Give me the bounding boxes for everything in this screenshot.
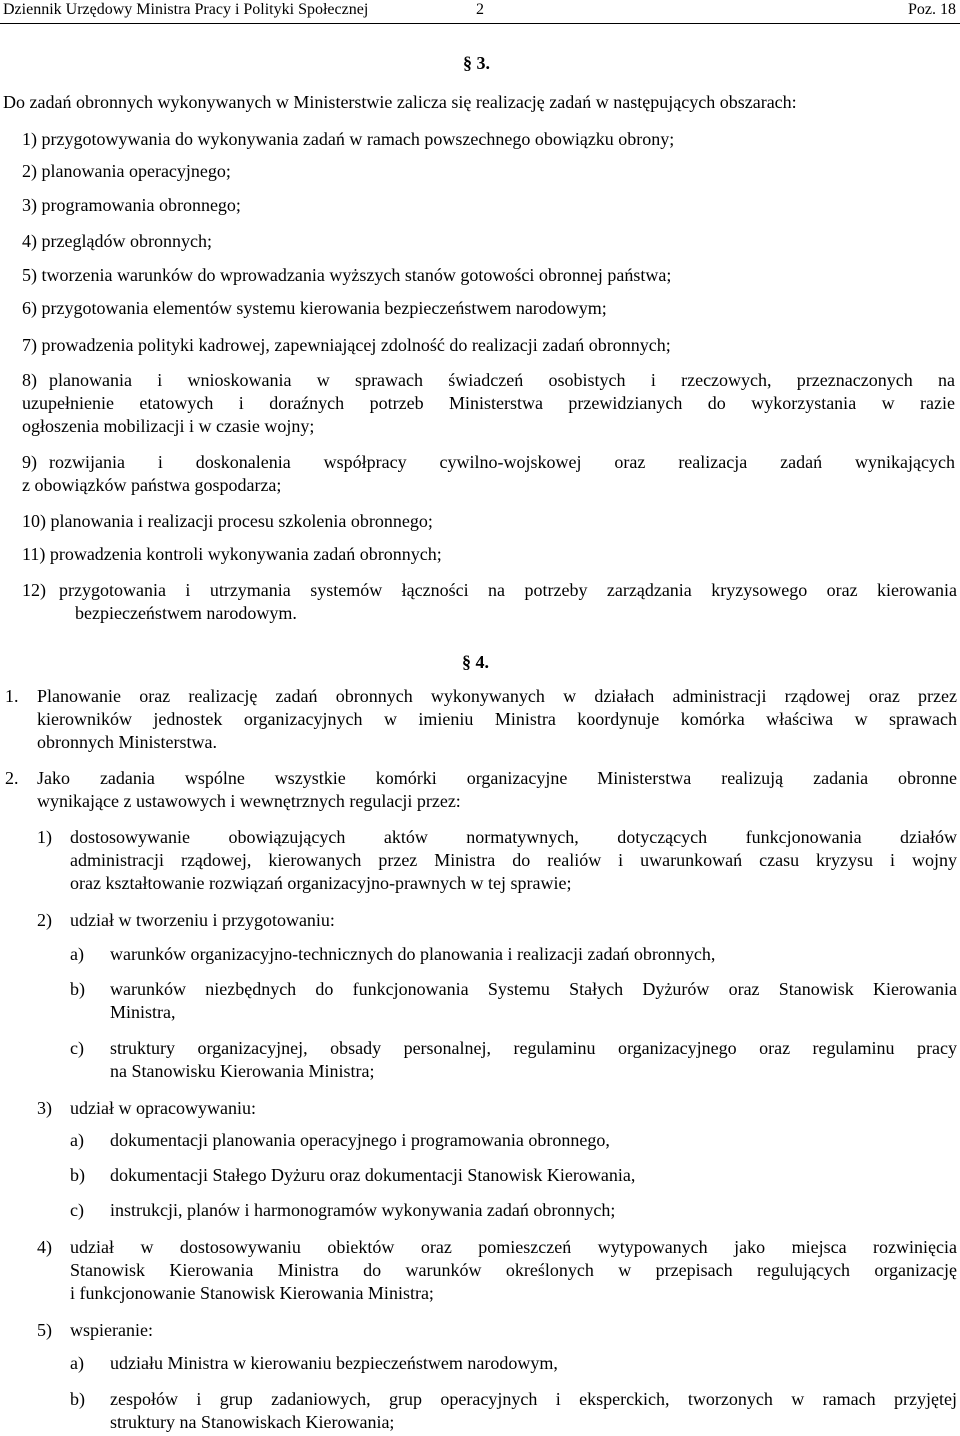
s3-item-12-number: 12) [22,580,46,600]
s4-item-1-line3: oraz kształtowanie rozwiązań organizacyjno-prawnych w tej sprawie; [70,873,572,893]
s4-item-1-line1: dostosowywanie obowiązujących aktów normatywnych, dotyczących funkcjonowania działów [70,827,957,847]
s4-item-4-line2: Stanowisk Kierowania Ministra do warunków określonych w przepisach regulujących organizację [70,1260,957,1280]
s4-item-2b-line2: Ministra, [110,1002,176,1022]
s4-item-3b-text: dokumentacji Stałego Dyżuru oraz dokumentacji Stanowisk Kierowania, [110,1165,636,1185]
s3-item-7: 7) prowadzenia polityki kadrowej, zapewniającej zdolność do realizacji zadań obronnych; [22,335,671,355]
s4-item-3b-number: b) [70,1165,85,1185]
s4-item-3c-number: c) [70,1200,84,1220]
page-header [0,0,960,24]
journal-title: Dziennik Urzędowy Ministra Pracy i Polityki Społecznej [3,1,369,18]
s4-item-3a-number: a) [70,1130,84,1150]
s4-item-2c-line2: na Stanowisku Kierowania Ministra; [110,1061,375,1081]
s4-item-4-line3: i funkcjonowanie Stanowisk Kierowania Ministra; [70,1283,434,1303]
s3-item-1: 1) przygotowywania do wykonywania zadań w ramach powszechnego obowiązku obrony; [22,129,675,149]
s3-item-9-number: 9) [22,452,37,472]
s4-item-5a-number: a) [70,1353,84,1373]
s4-item-3a-text: dokumentacji planowania operacyjnego i programowania obronnego, [110,1130,610,1150]
position-number: Poz. 18 [908,1,956,18]
header-rule [0,23,960,24]
s3-item-8-line3: ogłoszenia mobilizacji i w czasie wojny; [22,416,315,436]
s3-item-10: 10) planowania i realizacji procesu szkolenia obronnego; [22,511,433,531]
s4-item-4-number: 4) [37,1237,52,1257]
s4-p1-line2: kierowników jednostek organizacyjnych w imieniu Ministra koordynuje komórka właściwa w sprawach [37,709,957,729]
s3-item-8-number: 8) [22,370,37,390]
s4-item-1-line2: administracji rządowej, kierowanych przez Ministra do realiów i uwarunkowań czasu kryzysu i wojny [70,850,957,870]
s4-item-2c-line1: struktury organizacyjnej, obsady personalnej, regulaminu organizacyjnego oraz regulaminu pracy [110,1038,957,1058]
s4-item-5b-line1: zespołów i grup zadaniowych, grup operacyjnych i eksperckich, tworzonych w ramach przyjętej [110,1389,957,1409]
s3-item-2: 2) planowania operacyjnego; [22,161,231,181]
s3-item-3: 3) programowania obronnego; [22,195,241,215]
s4-item-2b-line1: warunków niezbędnych do funkcjonowania Systemu Stałych Dyżurów oraz Stanowisk Kierowania [110,979,957,999]
s4-item-3-number: 3) [37,1098,52,1118]
s4-p2-line1: Jako zadania wspólne wszystkie komórki organizacyjne Ministerstwa realizują zadania obronne [37,768,957,788]
s4-item-3c-text: instrukcji, planów i harmonogramów wykonywania zadań obronnych; [110,1200,616,1220]
s4-item-2-text: udział w tworzeniu i przygotowaniu: [70,910,335,930]
s3-item-12-line1: przygotowania i utrzymania systemów łączności na potrzeby zarządzania kryzysowego oraz kierowania [59,580,957,600]
s4-item-4-line1: udział w dostosowywaniu obiektów oraz pomieszczeń wytypowanych jako miejsca rozwinięcia [70,1237,957,1257]
s3-item-6: 6) przygotowania elementów systemu kierowania bezpieczeństwem narodowym; [22,298,607,318]
s3-item-8-line1: planowania i wnioskowania w sprawach świadczeń osobistych i rzeczowych, przeznaczonych na [49,370,955,390]
s4-item-5-text: wspieranie: [70,1320,153,1340]
s3-item-5: 5) tworzenia warunków do wprowadzania wyższych stanów gotowości obronnej państwa; [22,265,672,285]
s4-item-3-text: udział w opracowywaniu: [70,1098,256,1118]
s3-item-11: 11) prowadzenia kontroli wykonywania zadań obronnych; [22,544,442,564]
s4-item-2b-number: b) [70,979,85,999]
s3-item-9-line2: z obowiązków państwa gospodarza; [22,475,282,495]
s4-p1-line3: obronnych Ministerstwa. [37,732,217,752]
section-4-heading: § 4. [462,652,489,672]
s4-p2-line2: wynikające z ustawowych i wewnętrznych regulacji przez: [37,791,461,811]
s4-item-2a-number: a) [70,944,84,964]
s3-item-8-line2: uzupełnienie etatowych i doraźnych potrzeb Ministerstwa przewidzianych do wykorzystania w razie [22,393,955,413]
s4-item-5a-text: udziału Ministra w kierowaniu bezpieczeństwem narodowym, [110,1353,558,1373]
s4-item-1-number: 1) [37,827,52,847]
s3-item-9-line1: rozwijania i doskonalenia współpracy cywilno-wojskowej oraz realizacja zadań wynikających [49,452,955,472]
s4-item-2a-text: warunków organizacyjno-technicznych do planowania i realizacji zadań obronnych, [110,944,716,964]
s4-item-5b-line2: struktury na Stanowiskach Kierowania; [110,1412,395,1432]
s4-item-2-number: 2) [37,910,52,930]
s4-p2-number: 2. [5,768,19,788]
s4-item-5b-number: b) [70,1389,85,1409]
section-3-heading: § 3. [463,53,490,73]
section-3-intro: Do zadań obronnych wykonywanych w Ministerstwie zalicza się realizację zadań w następujących obszarach: [3,92,797,112]
s3-item-12-line2: bezpieczeństwem narodowym. [75,603,297,623]
s4-p1-line1: Planowanie oraz realizację zadań obronnych wykonywanych w działach administracji rządowej oraz przez [37,686,957,706]
s4-p1-number: 1. [5,686,19,706]
s4-item-5-number: 5) [37,1320,52,1340]
page-number: 2 [476,1,484,18]
s3-item-4: 4) przeglądów obronnych; [22,231,212,251]
s4-item-2c-number: c) [70,1038,84,1058]
